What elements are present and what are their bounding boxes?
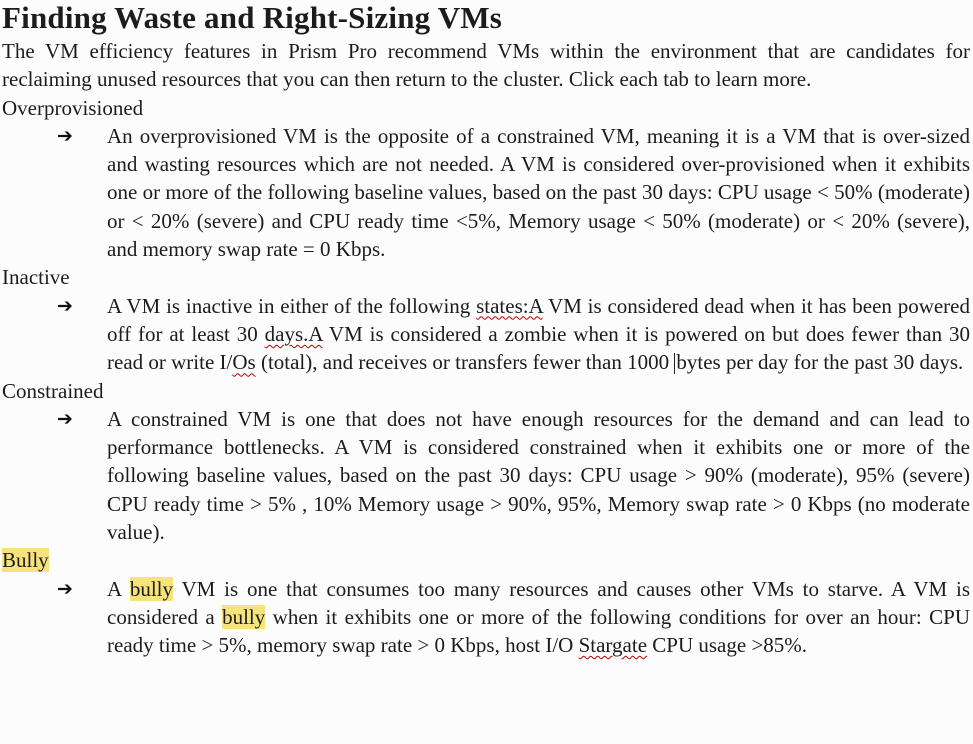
bullet-item xyxy=(2,405,970,546)
section-constrained xyxy=(2,377,970,547)
bullet-text xyxy=(107,405,970,546)
text-run: A xyxy=(107,576,130,601)
text-run: when it exhibits one or more of the following conditions for over an hour: CPU ready time > 5%, memory swap rate > 0 Kbps, host I/O xyxy=(107,604,970,658)
spellcheck-flagged-text: days.A xyxy=(264,321,323,346)
bullet-text xyxy=(107,575,970,660)
bullet-text xyxy=(107,122,970,263)
section-heading-bully: Bully xyxy=(2,548,49,573)
bullet-item xyxy=(2,122,970,263)
text-run: A VM is inactive in either of the following xyxy=(107,293,477,318)
text-run: VM is one that consumes too many resources and causes other VMs to starve. A VM is considered a xyxy=(107,576,970,629)
text-run: A constrained VM is one that does not have enough resources for the demand and can lead to performance bottlenecks. A VM is considered constrained when it exhibits one or more of the following baseline values, based on the past 30 days: CPU usage > 90% (moderate), 95% (severe) CPU ready time > 5% , 10% Memory usage > 90%, 95%, Memory swap rate > 0 Kbps (no moderate value). xyxy=(107,406,970,545)
text-run: CPU usage >85%. xyxy=(647,633,808,658)
section-heading-inactive: Inactive xyxy=(2,265,70,290)
section-heading-constrained: Constrained xyxy=(2,378,104,403)
arrow-bullet-icon: ➔ xyxy=(57,124,73,147)
bullet-item xyxy=(2,575,970,660)
spellcheck-flagged-text: Stargate xyxy=(578,633,648,658)
section-inactive xyxy=(2,263,970,376)
text-run: An overprovisioned VM is the opposite of a constrained VM, meaning it is a VM that is over-sized and wasting resources which are not needed. A VM is considered over-provisioned when it exhibits one or more of the following baseline values, based on the past 30 days: CPU usage < 50% (moderate) or < 20% (severe) and CPU ready time <5%, Memory usage < 50% (moderate) or < 20% (severe), and memory swap rate = 0 Kbps. xyxy=(107,123,970,262)
text-run: (total), and receives or transfers fewer than 1000 xyxy=(255,350,675,375)
highlighted-text: bully xyxy=(129,576,174,601)
text-run: bytes per day for the past 30 days. xyxy=(676,350,964,375)
sections-container xyxy=(2,94,970,660)
arrow-bullet-icon: ➔ xyxy=(57,294,73,317)
arrow-bullet-icon: ➔ xyxy=(57,577,73,600)
spellcheck-flagged-text: states:A xyxy=(476,293,543,318)
text-run: VM is considered dead when it has been powered off for at least 30 xyxy=(107,293,970,346)
page-title: Finding Waste and Right-Sizing VMs xyxy=(2,0,503,35)
intro-paragraph: The VM efficiency features in Prism Pro recommend VMs within the environment that are candidates for reclaiming unused resources that you can then return to the cluster. Click each tab to learn more. xyxy=(2,39,970,92)
section-overprovisioned xyxy=(2,94,970,264)
bullet-item xyxy=(2,292,970,377)
section-heading-overprovisioned: Overprovisioned xyxy=(2,95,144,120)
spellcheck-flagged-text: Os xyxy=(232,350,256,375)
arrow-bullet-icon: ➔ xyxy=(57,407,73,430)
bullet-text xyxy=(107,292,970,377)
highlighted-text: bully xyxy=(222,604,266,629)
section-bully xyxy=(2,546,970,659)
text-run: VM is considered a zombie when it is powered on but does fewer than 30 read or write I/ xyxy=(107,321,970,375)
